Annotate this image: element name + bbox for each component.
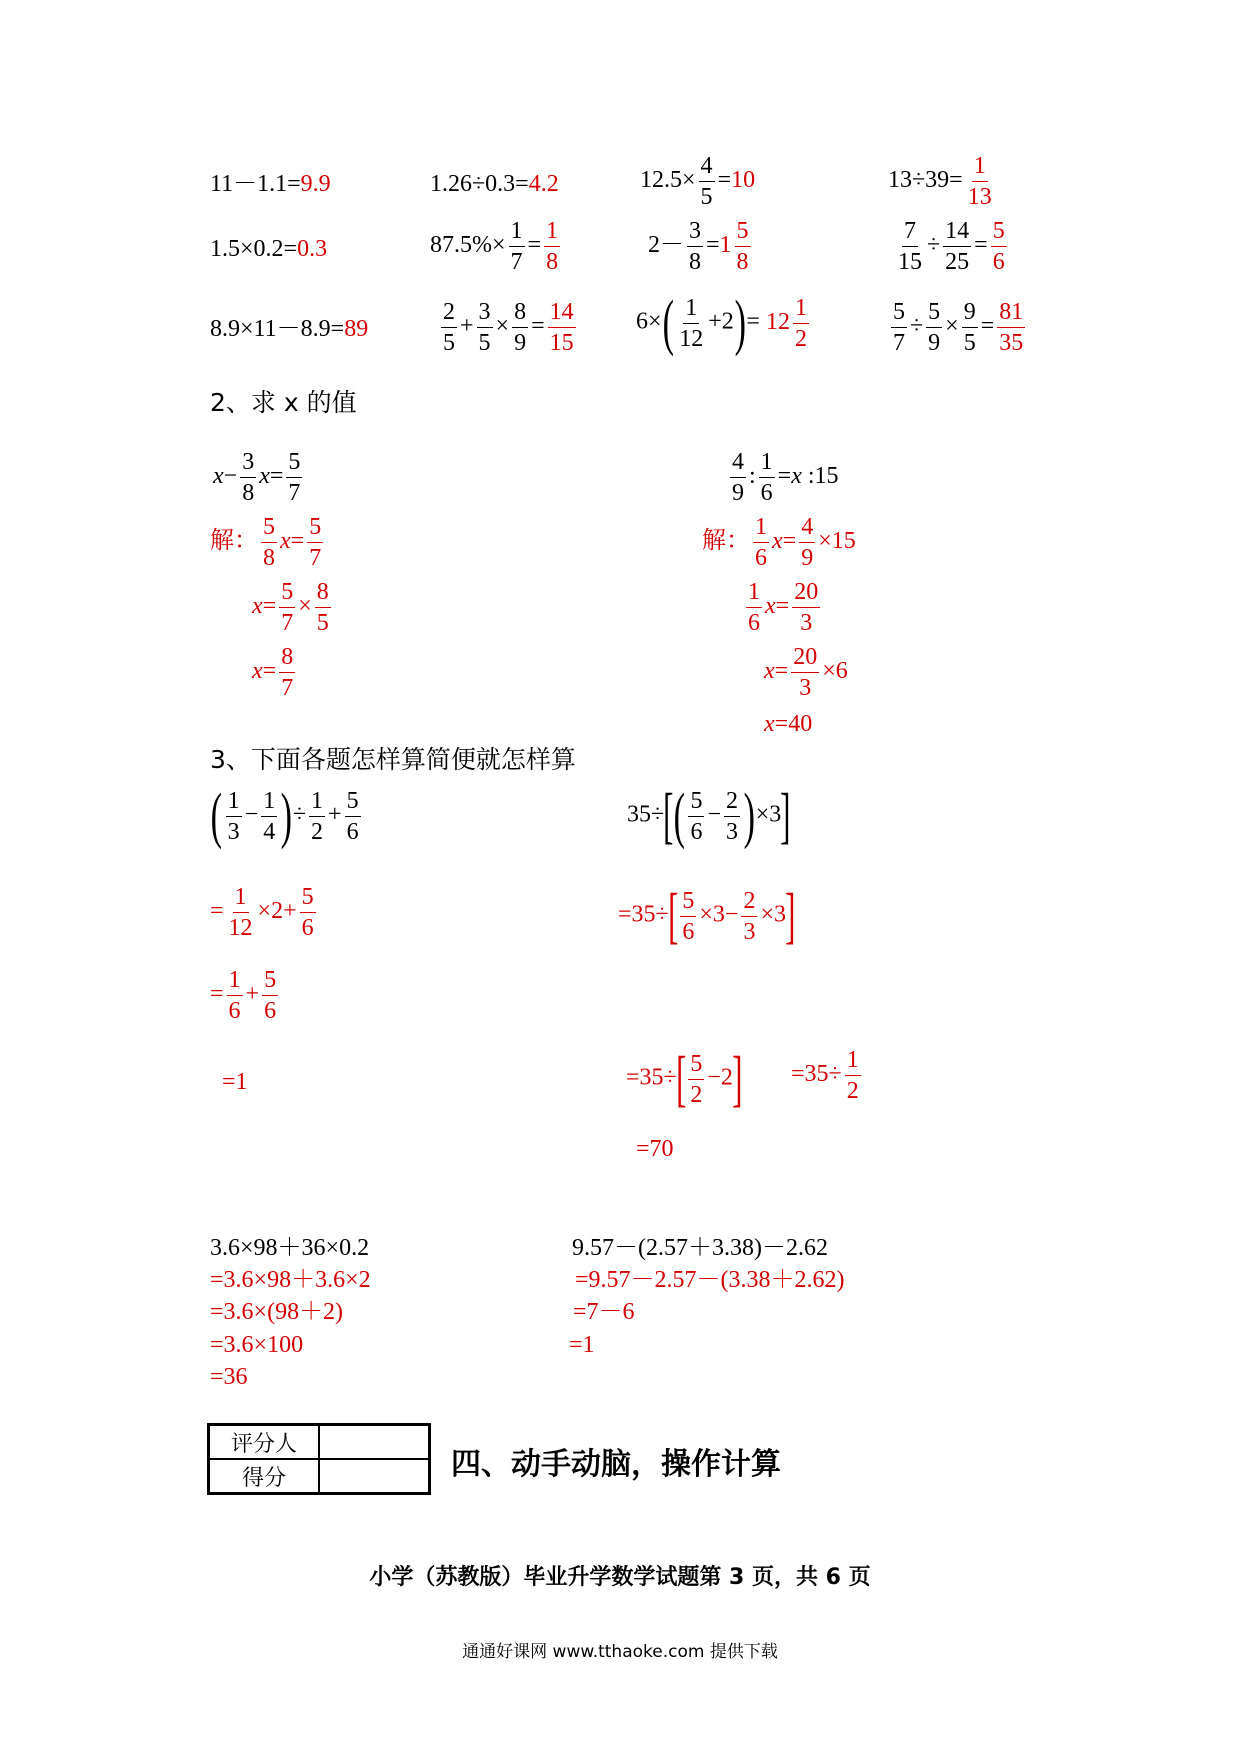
denominator: 2 [311,818,324,845]
operator: × [945,313,959,340]
calc-3-4 [888,300,1028,355]
denominator: 2 [846,1078,859,1104]
denominator: 8 [242,480,255,506]
calc-expression: ×6 [822,658,848,685]
equals: = [980,313,995,340]
solution-left-step-3 [252,645,298,700]
fraction [753,515,769,570]
numerator: 5 [735,219,751,247]
equals: = [269,463,284,490]
variable: x [764,658,775,685]
calc-expression: 1.5×0.2= [210,236,298,262]
denominator: 12 [228,915,253,941]
left-bracket: [ [675,1045,687,1113]
denominator: 3 [726,818,739,845]
calc-3-1 [210,317,368,341]
fraction [845,1048,861,1103]
numerator: 8 [279,645,295,673]
answer-fraction [735,219,751,274]
operator: × [495,313,510,340]
denominator: 6 [346,818,359,845]
calc-expression: 12.5× [640,167,696,194]
calc-expression: 13÷39= [888,167,963,194]
operator: ÷ [910,313,924,340]
answer-fraction [991,219,1007,274]
fraction [512,300,528,355]
right-paren: ) [280,782,293,850]
numerator: 3 [477,300,493,328]
operator: × [298,593,312,620]
numerator: 5 [307,515,323,543]
numerator: 1 [227,968,243,996]
denominator: 6 [760,480,773,506]
numerator: 1 [972,154,988,182]
left-paren: ( [210,782,223,850]
grader-cell[interactable] [319,1425,430,1460]
numerator: 7 [902,219,918,247]
numerator: 4 [699,154,715,182]
operator: − [223,463,238,490]
right-bracket: ] [780,782,791,850]
simplify-right-step-2 [626,1045,743,1113]
equals: = [290,528,305,555]
calc-expression: =35÷ [791,1061,842,1088]
decimal-step: =3.6×98＋3.6×2 [210,1267,371,1293]
denominator: 5 [443,330,455,356]
calc-answer: 40 [788,711,813,737]
fraction [896,219,924,274]
numerator: 5 [279,580,295,608]
left-paren: ( [673,782,685,850]
section-4-title: 四、动手动脑，操作计算 [451,1447,781,1482]
calc-expression: ×15 [818,528,856,555]
numerator: 5 [688,789,704,817]
calc-expression: ×3− [699,901,739,928]
calc-expression: 8.9×11－8.9= [210,316,345,342]
numerator: 81 [997,300,1025,328]
decimal-problem: 3.6×98＋36×0.2 [210,1235,370,1261]
numerator: 1 [261,789,277,817]
solution-label: 解： [702,526,750,555]
numerator: 20 [791,645,819,673]
solution-right-step-1 [702,515,856,570]
solution-right-step-4 [764,712,812,736]
equation-left [213,450,305,505]
right-paren: ) [734,289,746,357]
variable: x [280,528,291,555]
denominator: 6 [264,998,277,1024]
operator: ÷ [292,801,307,828]
numerator: 1 [683,296,699,324]
section-3-heading: 3、下面各题怎样算简便就怎样算 [210,745,576,774]
variable: x [791,463,802,490]
calc-1-1 [210,172,331,196]
calc-2-1 [210,237,327,261]
numerator: 5 [688,1052,704,1080]
equals: = [774,711,789,737]
denominator: 5 [963,330,976,356]
fraction [441,300,457,355]
calc-expression: 87.5%× [430,232,506,259]
numerator: 20 [792,580,820,608]
variable: x [252,658,263,685]
calc-expression: ×3 [755,801,782,828]
denominator: 25 [945,249,970,275]
calc-answer: 9.9 [300,171,331,197]
calc-expression: 1.26÷0.3= [430,171,529,197]
fraction [962,300,978,355]
decimal-problem: 9.57－(2.57＋3.38)－2.62 [572,1235,828,1261]
solution-left-step-2 [252,580,334,635]
equals: = [775,593,790,620]
numerator: 5 [680,889,696,917]
answer-whole: 12 [765,308,790,335]
decimal-step: =7－6 [573,1299,635,1325]
numerator: 1 [509,219,525,247]
numerator: 1 [753,515,769,543]
numerator: 1 [544,219,560,247]
fraction [792,580,820,635]
denominator: 5 [478,330,491,356]
denominator: 8 [736,249,749,275]
fraction [746,580,762,635]
source-note: 通通好课网 www.tthaoke.com 提供下载 [462,1642,778,1662]
calc-expression: −2 [707,1064,733,1091]
decimal-step: =1 [569,1332,595,1358]
denominator: 3 [743,918,756,945]
ratio-colon: : [749,463,756,490]
calc-expression: 11－1.1= [210,171,301,197]
denominator: 35 [999,330,1024,356]
grader-label: 评分人 [209,1425,320,1460]
simplify-right-step-3: =70 [636,1136,674,1162]
simplify-right-step-1 [618,882,796,950]
denominator: 5 [700,184,713,210]
calc-answer: 89 [344,316,369,342]
numerator: 1 [759,450,775,478]
simplify-left-step-3: =1 [222,1069,248,1095]
denominator: 3 [799,675,812,701]
answer-fraction [544,219,560,274]
fraction [724,789,740,844]
calc-expression: 2－ [648,232,684,259]
numerator: 2 [724,789,740,817]
denominator: 6 [682,918,695,945]
equals: = [782,528,797,555]
numerator: 8 [512,300,528,328]
fraction [926,300,942,355]
numerator: 14 [548,300,576,328]
denominator: 9 [732,480,744,506]
operator: + [328,801,342,828]
denominator: 12 [679,325,704,352]
decimal-step: =3.6×(98＋2) [210,1299,344,1325]
denominator: 6 [992,249,1005,275]
fraction [699,154,715,209]
score-table [207,1423,431,1495]
numerator: 8 [315,580,331,608]
calc-expression: =35÷ [626,1064,677,1091]
decimal-step: =3.6×100 [210,1332,304,1358]
fraction [279,645,295,700]
section-2-heading: 2、求 x 的值 [210,388,357,417]
numerator: 1 [309,789,325,817]
numerator: 5 [345,789,361,817]
numerator: 2 [741,889,757,917]
numerator: 1 [233,885,249,913]
ratio-rest: :15 [801,463,839,490]
equals: = [527,232,542,259]
decimal-step: =36 [210,1364,248,1390]
equals: = [210,981,224,1008]
fraction [307,515,323,570]
operator: + [460,313,474,340]
denominator: 6 [755,545,767,571]
right-bracket: ] [785,882,796,950]
operator: − [244,801,259,828]
fraction [791,645,819,700]
denominator: 9 [928,330,941,356]
left-paren: ( [662,289,674,357]
simplify-right-problem [627,782,791,850]
fraction [759,450,775,505]
calc-3-2 [438,300,579,355]
fraction [345,789,361,844]
numerator: 5 [926,300,942,328]
fraction [943,219,971,274]
numerator: 5 [891,300,907,328]
right-paren: ) [743,782,756,850]
numerator: 5 [300,885,316,913]
denominator: 3 [800,610,813,636]
calc-expression: =35÷ [618,901,669,928]
denominator: 2 [690,1081,703,1108]
right-bracket: ] [732,1045,743,1113]
calc-expression: ×2+ [257,898,297,925]
operator: + [245,981,260,1008]
numerator: 4 [799,515,815,543]
numerator: 9 [962,300,978,328]
denominator: 7 [510,249,523,275]
denominator: 15 [898,249,922,275]
fraction [309,789,325,844]
denominator: 8 [263,545,275,571]
denominator: 13 [967,184,992,210]
numerator: 5 [991,219,1007,247]
numerator: 1 [226,789,242,817]
left-bracket: [ [663,782,674,850]
numerator: 4 [730,450,746,478]
numerator: 1 [793,296,809,324]
fraction [891,300,907,355]
solution-right-step-2 [743,580,823,635]
equation-right [727,450,839,505]
answer-whole: 1 [719,232,732,259]
calc-answer: 4.2 [528,171,559,197]
calc-2-4 [893,219,1010,274]
denominator: 9 [514,330,527,356]
fraction [730,450,746,505]
calc-answer: 10 [731,167,756,194]
numerator: 5 [286,450,302,478]
simplify-left-step-2 [210,968,281,1023]
fraction [315,580,331,635]
fraction [477,300,493,355]
fraction [799,515,815,570]
operator: ÷ [927,232,941,259]
fraction [300,885,316,940]
equals: = [531,313,545,340]
solution-left-step-1 [210,515,326,570]
simplify-right-step-2b [791,1048,864,1103]
equals: = [210,898,224,925]
calc-answer: 0.3 [297,236,328,262]
fraction [286,450,302,505]
calc-2-3 [648,219,754,274]
left-bracket: [ [667,882,679,950]
equals: = [774,658,789,685]
fraction [262,968,278,1023]
denominator: 8 [546,249,559,275]
numerator: 1 [746,580,762,608]
numerator: 5 [261,515,277,543]
fraction [509,219,525,274]
fraction [279,580,295,635]
answer-fraction [793,296,809,351]
equals: = [262,658,277,685]
answer-fraction [966,154,994,209]
equals: = [717,167,732,194]
operator: − [707,801,722,828]
numerator: 3 [240,450,256,478]
calc-1-2 [430,172,559,196]
score-label: 得分 [209,1459,320,1494]
numerator: 2 [441,300,457,328]
answer-fraction [997,300,1025,355]
equals: = [974,232,988,259]
fraction [677,296,705,351]
calc-expression: +2 [708,308,734,335]
denominator: 7 [288,480,301,506]
variable: x [259,463,270,490]
denominator: 3 [227,818,240,845]
calc-expression: ×3 [760,901,786,928]
answer-fraction [548,300,576,355]
denominator: 8 [689,249,701,275]
calc-1-4 [888,154,997,209]
fraction [261,515,277,570]
solution-right-step-3 [764,645,848,700]
variable: x [764,711,775,737]
denominator: 6 [228,998,241,1024]
denominator: 6 [690,818,703,845]
score-cell[interactable] [319,1459,430,1494]
numerator: 1 [845,1048,861,1076]
denominator: 9 [801,545,814,571]
numerator: 14 [943,219,971,247]
equals: = [746,308,760,335]
fraction [261,789,277,844]
fraction [741,889,757,944]
denominator: 5 [316,610,329,636]
equals: = [262,593,277,620]
denominator: 4 [263,818,276,845]
fraction [240,450,256,505]
variable: x [772,528,783,555]
solution-label: 解： [210,526,258,555]
calc-3-3 [636,289,812,357]
fraction [680,889,696,944]
denominator: 6 [301,915,314,941]
fraction [226,789,242,844]
simplify-left-problem [210,782,364,850]
page-footer: 小学（苏教版）毕业升学数学试题第 3 页，共 6 页 [369,1565,871,1590]
calc-expression: 35÷ [627,801,665,828]
simplify-left-step-1 [210,885,319,940]
numerator: 5 [262,968,278,996]
variable: x [252,593,263,620]
equals: = [706,232,720,259]
calc-2-2 [430,219,563,274]
calc-expression: 6× [636,308,662,335]
decimal-step: =9.57－2.57－(3.38＋2.62) [575,1267,845,1293]
calc-1-3 [640,154,755,209]
numerator: 3 [687,219,703,247]
fraction [687,219,703,274]
denominator: 7 [893,330,905,356]
denominator: 15 [549,330,574,356]
variable: x [765,593,776,620]
fraction [688,1052,704,1107]
denominator: 7 [281,610,294,636]
equals: = [777,463,792,490]
fraction [227,968,243,1023]
fraction [227,885,255,940]
variable: x [213,463,224,490]
denominator: 7 [309,545,322,571]
denominator: 6 [748,610,760,636]
denominator: 7 [281,675,294,701]
denominator: 2 [794,325,807,352]
fraction [688,789,704,844]
